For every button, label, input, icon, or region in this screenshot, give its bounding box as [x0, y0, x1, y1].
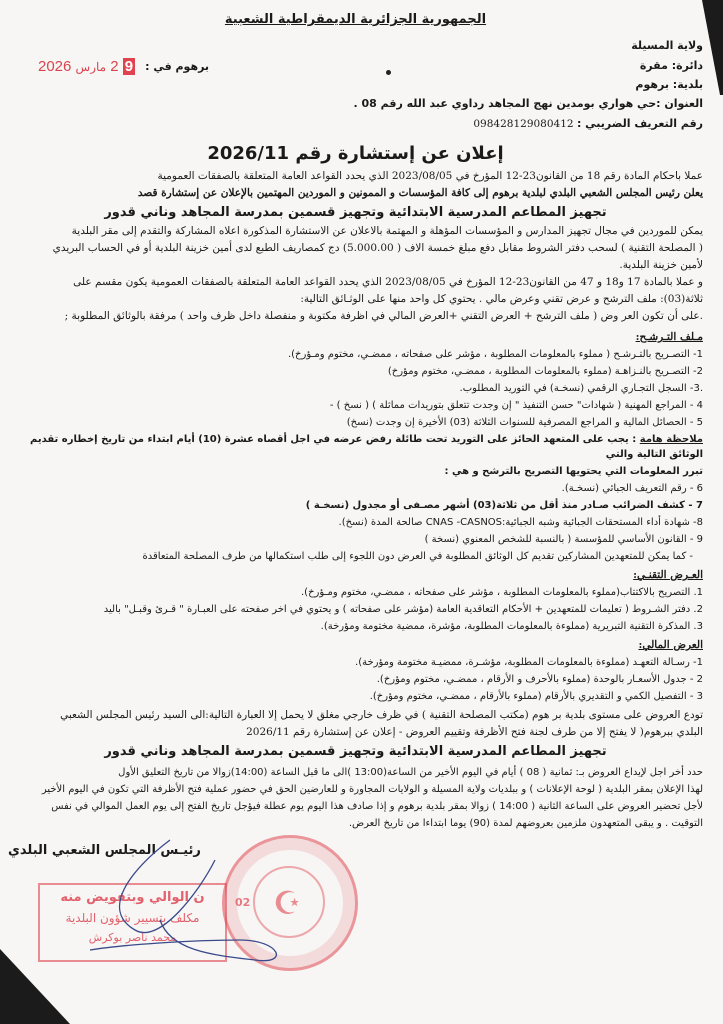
- candidacy-heading: مـلف التـرشـح:: [635, 331, 703, 343]
- technical-heading: العـرض التقنـي:: [633, 569, 703, 581]
- intro-line-1: عملا باحكام المادة رقم 18 من القانون23-12 المؤرخ في 2023/08/05 الذي يحدد القواعد العامة المتعلقة بالصفقات العمومية: [157, 170, 703, 182]
- intro-p6: .على أن تكون العر وض ( ملف الترشح + العرض التقني +العرض المالي في اظرفة مكتوبة و منفصلة داخل ظرف واحد ) مرفقة بالوثائق المطلوبة ;: [64, 310, 703, 322]
- note-text: : يجب على المتعهد الحائز على التوريد تحت طائلة رفض عرضه في اجل أقصاه عشرة (10) أيام ابتداء من تاريخ إخطاره تقديم الوثائق التالية والتي: [29, 434, 703, 460]
- daira: دائرة: مقرة: [639, 59, 703, 72]
- deposit-subject: تجهيز المطاعم المدرسية الابتدائية وتجهيز قسمين بمدرسة المجاهد وناني قدور: [104, 744, 607, 759]
- republic-header: الجمهورية الجزائرية الديمقراطية الشعبية: [224, 12, 487, 27]
- candidacy-item: 9 - القانون الأساسي للمؤسسة ( بالنسبة للشخص المعنوي (نسخة ): [424, 534, 703, 545]
- deadline-line-4: التوقيت . و يبقى المتعهدون ملزمين بعروضهم لمدة (90) يوما ابتداءا من تاريخ العرض.: [348, 818, 703, 829]
- deadline-line-3: لأجل تحضير العروض على الساعة الثانية ( 14:00 ) زوالا بمقر بلدية برهوم و إذا صادف هذا اليوم يوم عطلة فيؤجل تاريخ الفتح إلى يوم العمل الموالي في نفس: [51, 801, 703, 812]
- candidacy-item: 5 - الحصائل المالية و المراجع المصرفية للسنوات الثلاثة (03) الأخيرة إن وجدت (نسخ): [346, 417, 703, 428]
- financial-item: 2 - جدول الأسعـار بالوحدة (مملوء بالأحرف و الأرقام ، ممضـي، مختوم ومؤرخ).: [376, 674, 703, 685]
- deadline-line-1: حدد أخر اجل لإيداع العروض بـ: ثمانية ( 08 ) أيام في اليوم الأخير من الساعة(13:00 )الى ما قبل الساعة (14:00)زوالا من تاريخ التعليق الأول: [118, 767, 703, 778]
- signatory-title: رئيـس المجلس الشعبي البلدي: [8, 843, 201, 858]
- tax-id: [473, 116, 703, 132]
- candidacy-item: 6 - رقم التعريف الجبائي (نسخـة).: [561, 483, 703, 494]
- financial-item: 3 - التفصيل الكمي و التقديري بالأرقام (مملوء بالأرقام ، ممضـي، مختوم ومؤرخ).: [369, 691, 703, 702]
- intro-p5: ثلاثة(03): ملف الترشح و عرض تقني وعرض مالي . يحتوي كل واحد منها على الوثـائق التالية:: [300, 293, 703, 305]
- note-line-2: تبرر المعلومات التي يحتويها التصريح بالترشح و هي :: [444, 466, 703, 477]
- baladiya: بلدية: برهوم: [635, 78, 703, 91]
- technical-item: 2. دفتر الشـروط ( تعليمات للمتعهدين + الأحكام التعاقدية العامة (مؤشر على صفحاته ) و يحتوي في اخر صفحته على العبـارة " قـرئ وقبـل" باليد: [103, 604, 703, 615]
- deposit-line-2: البلدي ببرهوم( لا يفتح إلا من طرف لجنة فتح الأظرفة وتقييم العروض - إعلان عن إستشارة رقم 2026/11: [246, 726, 703, 738]
- deadline-line-2: لهذا الإعلان بمقر البلدية ( لوحة الإعلانات ) و ببلديات ولاية المسيلة و الولايات المجاورة و للعارضين الحق في حضور عملية فتح الأظرفة التي تكون في اليوم الأخير: [41, 784, 703, 795]
- candidacy-item: .3- السجل التجـاري الرقمي (نسخـة) في التوريد المطلوب.: [459, 383, 703, 394]
- stamp-line: مكلف بتسيير شؤون البلدية: [65, 911, 200, 925]
- tax-id-label: رقم التعريف الضريبي :: [576, 117, 703, 130]
- intro-p1: يمكن للموردين في مجال تجهيز المدارس و المؤسسات المؤهلة و المهتمة بالاعلان عن الاستشارة المذكورة اعلاه المشاركة والتقدم إلى مقر البلدية: [71, 225, 703, 237]
- dot-mark: [386, 70, 391, 75]
- note-label: ملاحظة هامة: [639, 434, 703, 445]
- stamp-line: ن الوالي وبتفويض منه: [60, 890, 205, 905]
- financial-heading: العرض المالي:: [638, 639, 703, 651]
- place-date: [38, 58, 209, 75]
- subject-heading: تجهيز المطاعم المدرسية الابتدائية وتجهيز قسمين بمدرسة المجاهد وناني قدور: [104, 205, 607, 220]
- signature-area: [8, 835, 703, 985]
- important-note: [8, 432, 703, 462]
- candidacy-item: 8- شهادة أداء المستحقات الجبائية وشبه الجبائية:CNAS -CASNOS صالحة المدة (نسخ).: [338, 517, 703, 528]
- candidacy-item: 2- التصـريح بالنـزاهـة (مملوء بالمعلومات المطلوبة ، ممضـي، مختوم ومؤرخ): [387, 366, 703, 377]
- wilaya: ولاية المسيلة: [631, 39, 703, 52]
- technical-item: 1. التصريح بالاكتتاب(مملوء بالمعلومات المطلوبة ، مؤشر على صفحاته ، ممضـي، مختوم ومـؤرخ).: [301, 587, 703, 598]
- crescent-star-icon: ☪: [273, 884, 302, 922]
- handwritten-signature: [40, 835, 300, 985]
- candidacy-item: 4 - المراجع المهنية ( شهادات" حسن التنفيذ " إن وجدت تتعلق بتوريدات مماثلة ) ( نسخ ) -: [329, 400, 703, 411]
- deposit-line-1: تودع العروض على مستوى بلدية بر هوم (مكتب المصلحة التقنية ) في ظرف خارجي مغلق لا يحمل إلا العبارة التالية:الى السيد رئيس المجلس الشعبي: [60, 709, 703, 721]
- candidacy-item: 7 - كشف الضرائب صـادر منذ أقل من ثلاثة(03) أشهر مصـفى أو مجدول (نسخـة ): [305, 500, 703, 511]
- tax-id-value: 098428129080412: [473, 118, 574, 130]
- stamp-line: محمد ناصر بوكرش: [88, 931, 177, 944]
- candidacy-note: - كما يمكن للمتعهدين المشاركين تقديم كل الوثائق المطلوبة في العرض دون اللجوء إلى طلب استكمالها من طرف المصلحة المتعاقدة: [142, 551, 693, 562]
- intro-line-2: يعلن رئيس المجلس الشعبي البلدي لبلدية برهوم إلى كافة المؤسسات و الممونين و الموردين المهتمين بالإعلان عن إستشارة قصد: [137, 187, 703, 199]
- intro-p2: ( المصلحة التقنية ) لسحب دفتر الشروط مقابل دفع مبلغ خمسة الاف ( 5.000.00) دج كمصاريف الطبع لدى أمين خزينة البلدية أو في الحساب البريدي: [52, 242, 703, 254]
- intro-p4: و عملا بالمادة 17 و18 و 47 من القانون23-12 المؤرخ في 2023/08/05 الذي يحدد القواعد العامة المتعلقة بالصفقات العمومية يكون مقسم على: [73, 276, 703, 288]
- page-title: إعلان عن إستشارة رقم 2026/11: [207, 143, 504, 164]
- date-day-2: 2: [110, 58, 119, 75]
- address: العنوان :حي هواري بومدين نهج المجاهد رداوي عبد الله رقم 08 .: [353, 97, 703, 110]
- place-date-label: برهوم في :: [145, 60, 210, 73]
- date-month: مارس: [75, 60, 107, 74]
- stamp-number: 02: [235, 896, 251, 909]
- date-day: 9: [124, 58, 134, 75]
- candidacy-item: 1- التصـريح بالتـرشـح ( مملوء بالمعلومات المطلوبة ، مؤشر على صفحاته ، ممضـي، مختوم ومـؤرخ).: [287, 349, 703, 360]
- date-stamp: [38, 58, 135, 75]
- financial-item: 1- رسـالة التعهـد (مملوءة بالمعلومات المطلوبة، مؤشـرة، ممضيـة مختومة ومؤرخة).: [355, 657, 703, 668]
- intro-p3: لأمين خزينة البلدية.: [619, 259, 703, 271]
- technical-item: 3. المذكرة التقنية التبريرية (مملوءة بالمعلومات المطلوبة، مؤشرة، ممضية مختومة ومؤرخة).: [320, 621, 703, 632]
- document-header: [8, 8, 703, 133]
- date-year: 2026: [38, 58, 72, 75]
